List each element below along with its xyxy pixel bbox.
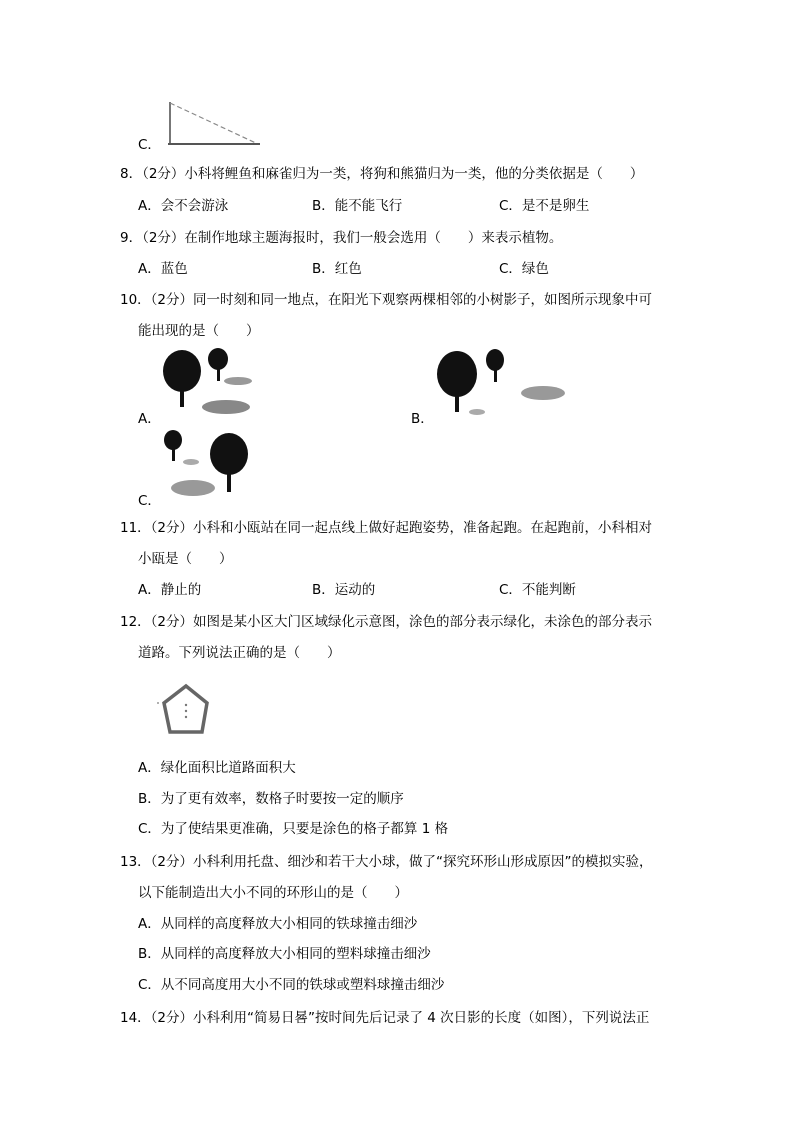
q8-option-c[interactable]: C．是不是卵生 [499,198,590,214]
q12-option-b[interactable]: B．为了更有效率，数格子时要按一定的顺序 [138,791,404,807]
q7-option-c-figure [160,100,260,150]
q10-option-c-figure [163,430,263,505]
q10-stem-line1: 10．（2分）同一时刻和同一地点，在阳光下观察两棵相邻的小树影子，如图所示现象中可 [120,292,653,308]
q11-stem-line1: 11．（2分）小科和小瓯站在同一起点线上做好起跑姿势，准备起跑。在起跑前，小科相对 [120,520,653,536]
q12-option-a[interactable]: A．绿化面积比道路面积大 [138,760,296,776]
q10-option-b-figure [435,348,575,423]
q10-option-c-label[interactable]: C． [138,493,161,509]
q8-option-b[interactable]: B．能不能飞行 [312,198,403,214]
q13-option-b[interactable]: B．从同样的高度释放大小相同的塑料球撞击细沙 [138,946,431,962]
q11-stem-line2: 小瓯是（ ） [138,551,233,567]
q9-option-b[interactable]: B．红色 [312,261,362,277]
q13-stem-line2: 以下能制造出大小不同的环形山的是（ ） [138,885,408,901]
q11-option-b[interactable]: B．运动的 [312,582,376,598]
q13-option-a[interactable]: A．从同样的高度释放大小相同的铁球撞击细沙 [138,916,418,932]
q10-option-a-label[interactable]: A． [138,411,161,427]
q12-pentagon-figure [155,683,225,738]
q9-option-a[interactable]: A．蓝色 [138,261,188,277]
q8-option-a[interactable]: A．会不会游泳 [138,198,229,214]
q7-option-c-label: C． [138,137,161,153]
q10-stem-line2: 能出现的是（ ） [138,323,260,339]
q9-option-c[interactable]: C．绿色 [499,261,549,277]
q10-option-a-figure [160,347,280,422]
q13-stem-line1: 13．（2分）小科利用托盘、细沙和若干大小球，做了“探究环形山形成原因”的模拟实验， [120,854,653,870]
q8-stem: 8．（2分）小科将鲤鱼和麻雀归为一类，将狗和熊猫归为一类，他的分类依据是（ ） [120,166,644,182]
q13-option-c[interactable]: C．从不同高度用大小不同的铁球或塑料球撞击细沙 [138,977,445,993]
q14-stem-line1: 14．（2分）小科利用“简易日晷”按时间先后记录了 4 次日影的长度（如图），下列说法正 [120,1010,650,1026]
q11-option-a[interactable]: A．静止的 [138,582,202,598]
q10-option-b-label[interactable]: B． [411,411,434,427]
q9-stem: 9．（2分）在制作地球主题海报时，我们一般会选用（ ）来表示植物。 [120,230,563,246]
q11-option-c[interactable]: C．不能判断 [499,582,576,598]
q12-option-c[interactable]: C．为了使结果更准确，只要是涂色的格子都算 1 格 [138,821,449,837]
q12-stem-line2: 道路。下列说法正确的是（ ） [138,645,341,661]
q12-stem-line1: 12．（2分）如图是某小区大门区域绿化示意图，涂色的部分表示绿化，未涂色的部分表示 [120,614,653,630]
